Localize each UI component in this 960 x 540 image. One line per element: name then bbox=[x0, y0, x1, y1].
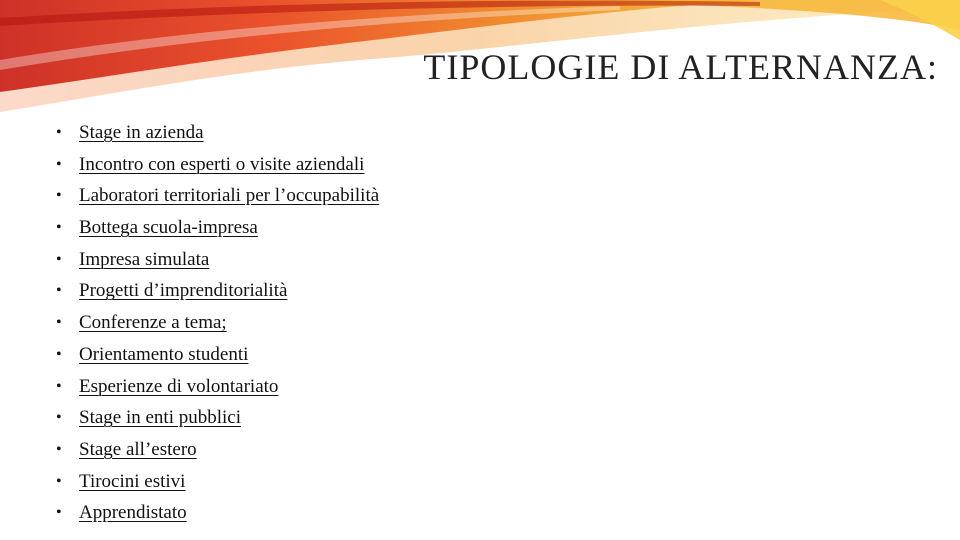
link-progetti-imprenditorialita[interactable]: Progetti d’imprenditorialità bbox=[79, 280, 288, 302]
bullet-icon: • bbox=[56, 440, 62, 458]
slide-title: TIPOLOGIE DI ALTERNANZA: bbox=[423, 47, 938, 87]
list-item-incontro-esperti bbox=[56, 149, 379, 181]
list-item-stage-estero bbox=[56, 434, 379, 466]
list-item-apprendistato bbox=[56, 497, 379, 529]
list-item-tirocini-estivi bbox=[56, 466, 379, 498]
link-impresa-simulata[interactable]: Impresa simulata bbox=[79, 248, 210, 270]
list-item-impresa-simulata bbox=[56, 244, 379, 276]
list-item-progetti-imprenditorialita bbox=[56, 275, 379, 307]
bullet-icon: • bbox=[56, 187, 62, 205]
list-item-orientamento-studenti bbox=[56, 339, 379, 371]
bullet-icon: • bbox=[56, 250, 62, 268]
list-item-esperienze-volontariato bbox=[56, 371, 379, 403]
link-orientamento-studenti[interactable]: Orientamento studenti bbox=[79, 343, 249, 365]
bullet-icon: • bbox=[56, 124, 62, 141]
alternanza-types-list bbox=[56, 117, 379, 529]
bullet-icon: • bbox=[56, 314, 62, 332]
link-stage-estero[interactable]: Stage all’estero bbox=[79, 438, 197, 460]
link-bottega-scuola-impresa[interactable]: Bottega scuola-impresa bbox=[79, 217, 258, 239]
list-item-stage-enti-pubblici bbox=[56, 402, 379, 434]
link-tirocini-estivi[interactable]: Tirocini estivi bbox=[79, 470, 186, 492]
bullet-icon: • bbox=[56, 155, 62, 173]
link-conferenze-a-tema[interactable]: Conferenze a tema; bbox=[79, 312, 227, 334]
link-stage-in-azienda[interactable]: Stage in azienda bbox=[79, 122, 204, 143]
bullet-icon: • bbox=[56, 219, 62, 237]
bullet-icon: • bbox=[56, 345, 62, 363]
bullet-icon: • bbox=[56, 409, 62, 427]
list-item-conferenze-a-tema bbox=[56, 307, 379, 339]
link-apprendistato[interactable]: Apprendistato bbox=[79, 502, 187, 524]
list-item-laboratori-territoriali bbox=[56, 180, 379, 212]
bullet-icon: • bbox=[56, 377, 62, 395]
link-laboratori-territoriali[interactable]: Laboratori territoriali per l’occupabilità bbox=[79, 185, 380, 207]
link-stage-enti-pubblici[interactable]: Stage in enti pubblici bbox=[79, 407, 242, 429]
link-incontro-esperti[interactable]: Incontro con esperti o visite aziendali bbox=[79, 153, 365, 175]
list-item-bottega-scuola-impresa bbox=[56, 212, 379, 244]
link-esperienze-volontariato[interactable]: Esperienze di volontariato bbox=[79, 375, 279, 397]
bullet-icon: • bbox=[56, 504, 62, 522]
bullet-icon: • bbox=[56, 282, 62, 300]
bullet-icon: • bbox=[56, 472, 62, 490]
list-item-stage-in-azienda bbox=[56, 117, 379, 149]
